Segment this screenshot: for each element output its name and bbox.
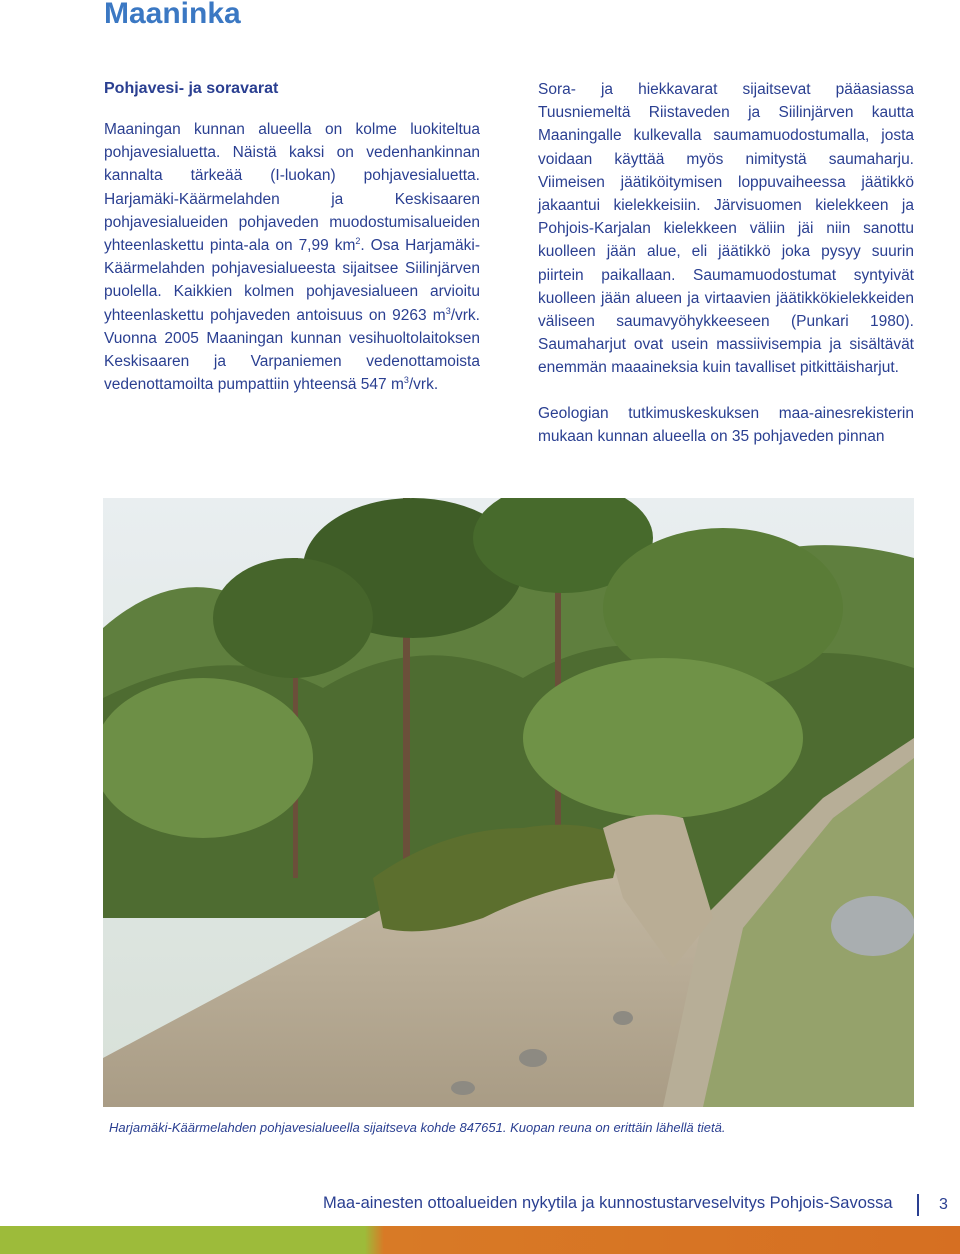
right-column: [538, 78, 914, 448]
page-number: 3: [939, 1196, 948, 1213]
left-column: [104, 78, 480, 418]
body-paragraph: Sora- ja hiekkavarat sijaitsevat pääasiassa Tuusniemeltä Riistaveden ja Siilinjärven kautta Maaningalle kulkevalla saumamuodostumalla, josta voidaan käyttää myös nimitystä saumaharju. Viimeisen jäätiköitymisen loppuvaiheessa jäätikkö jakaantui kielekkeisiin. Järvisuomen kielekkeen ja Pohjois-Karjalan kielekkeen väliin jäi niin sanottu kuolleen jään alue, eli jäätikkö joka pysyy suurin piirtein paikallaan. Saumamuodostumat syntyivät kuolleen jään alueen ja virtaavien jäätikkökielekkeiden väliseen saumavyöhykkeeseen (Punkari 1980). Saumaharjut ovat usein massiivisempia ja sisältävät enemmän maaaineksia kuin tavalliset pitkittäisharjut.: [538, 81, 914, 377]
page-title: Maaninka: [104, 0, 241, 30]
body-paragraph: Geologian tutkimuskeskuksen maa-ainesrekisterin mukaan kunnan alueella on 35 pohjaveden pinnan: [538, 404, 914, 445]
section-heading: Pohjavesi- ja soravarat: [104, 80, 279, 97]
figure-caption: Harjamäki-Käärmelahden pohjavesialueella sijaitseva kohde 847651. Kuopan reuna on erittäin lähellä tietä.: [109, 1120, 726, 1135]
bottom-color-bar: [0, 1226, 960, 1254]
footer-text: Maa-ainesten ottoalueiden nykytila ja kunnostustarveselvitys Pohjois-Savossa: [323, 1194, 893, 1212]
footer-divider: [917, 1194, 919, 1216]
body-paragraph: Maaningan kunnan alueella on kolme luokiteltua pohjavesialuetta. Näistä kaksi on vedenhankinnan kannalta tärkeää (I-luokan) pohjavesialuetta. Harjamäki-Käärmelahden ja Keskisaaren pohjavesialueiden pohjaveden muodostumisalueiden yhteenlaskettu pinta-ala on 7,99 $km^2$. Osa Harjamäki-Käärmelahden pohjavesialueesta sijaitsee Siilinjärven puolella. Kaikkien kolmen pohjavesialueen arvioitu yhteenlaskettu pohjaveden antoisuus on 9263 $m^3$/vrk. Vuonna 2005 Maaningan kunnan vesihuoltolaitoksen Keskisaaren ja Varpaniemen vedenottamoista vedenottamoilta pumpattiin yhteensä 547 $m^3$/vrk.: [104, 121, 480, 394]
figure-photo: [103, 498, 914, 1107]
